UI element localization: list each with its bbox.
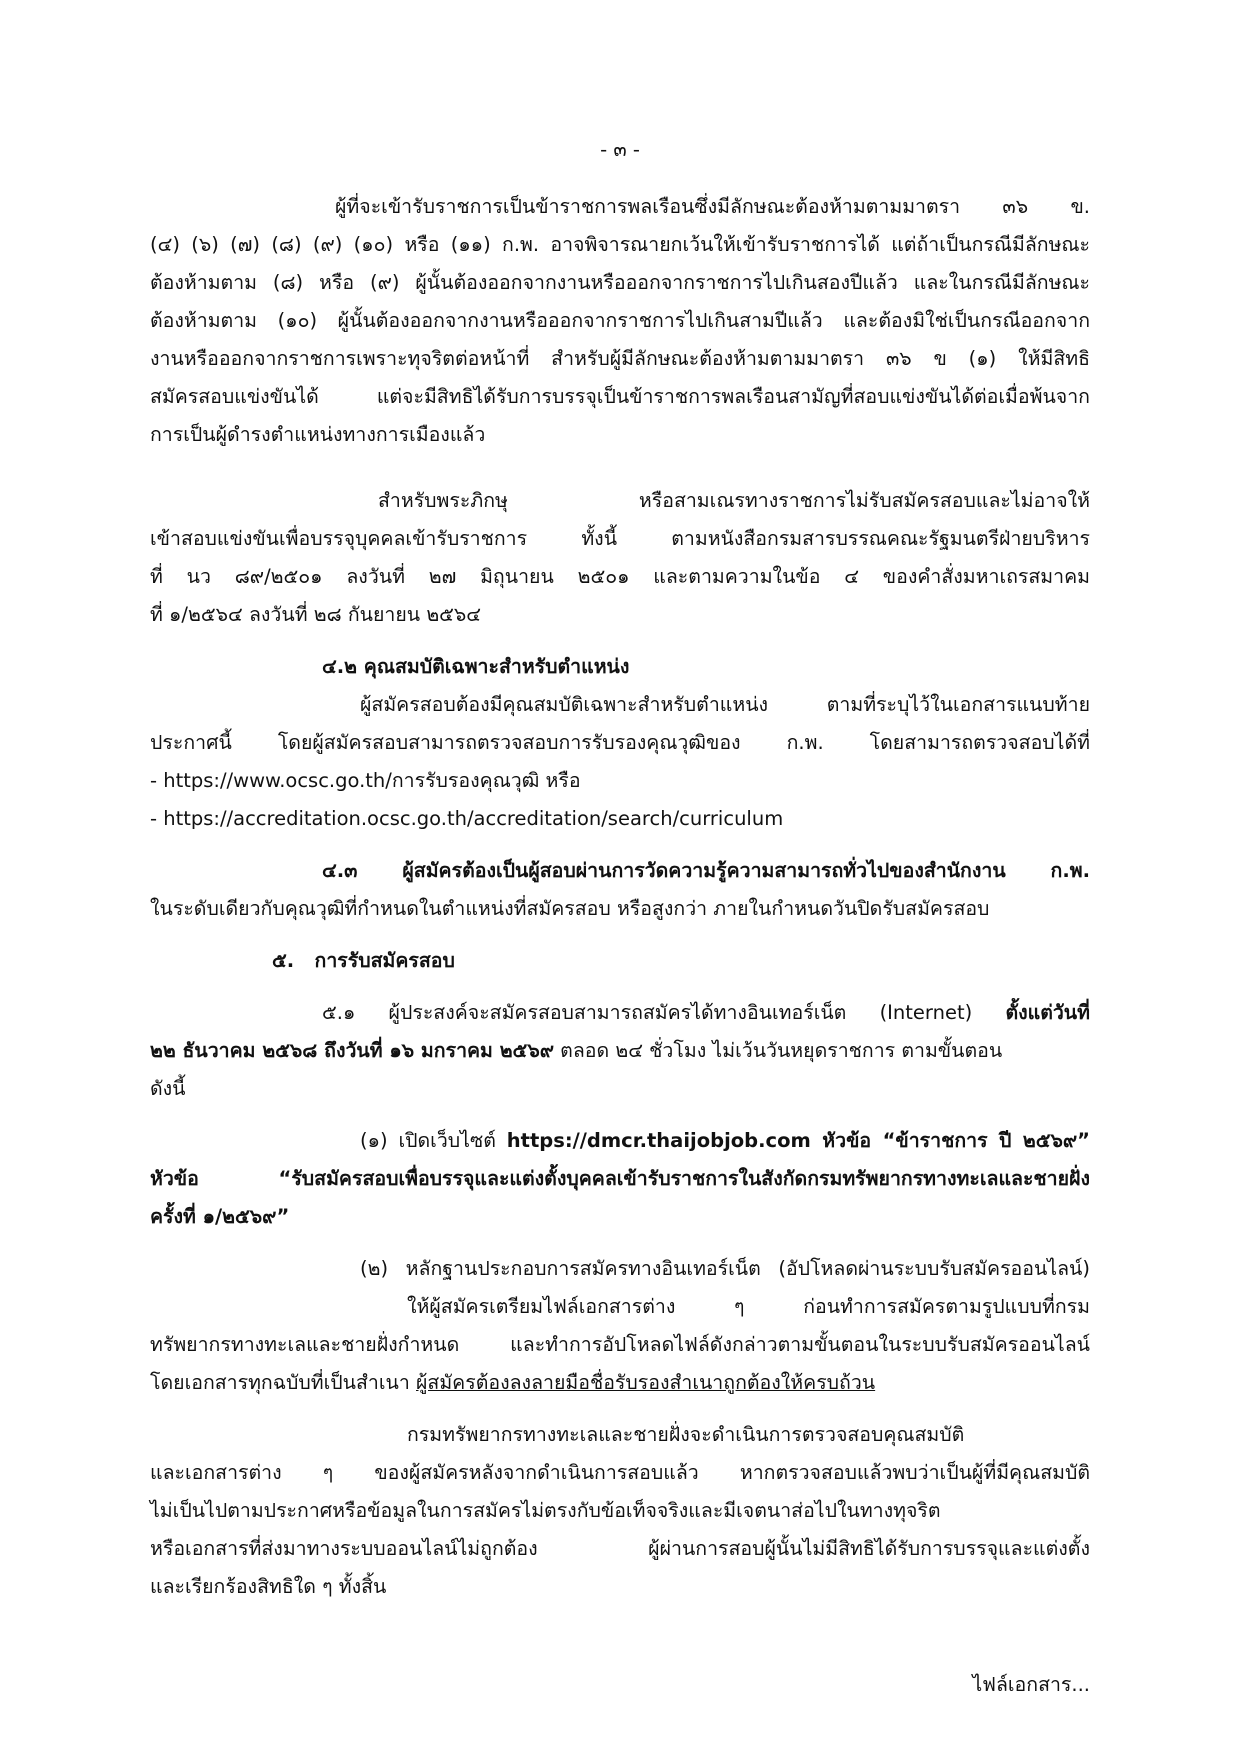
- verification-line-1: กรมทรัพยากรทางทะเลและชายฝั่งจะดำเนินการตรวจสอบคุณสมบัติ: [407, 1423, 965, 1446]
- item-1-line-2: หัวข้อ “รับสมัครสอบเพื่อบรรจุและแต่งตั้งบุคคลเข้ารับราชการในสังกัดกรมทรัพยากรทางทะเลและชายฝั่ง: [150, 1167, 1090, 1190]
- section-5-1-line-1: [322, 998, 1090, 1028]
- verification-line-4: หรือเอกสารที่ส่งมาทางระบบออนไลน์ไม่ถูกต้อง ผู้ผ่านการสอบผู้นั้นไม่มีสิทธิได้รับการบรรจุและแต่งตั้ง: [150, 1537, 1090, 1560]
- verification-line-5: และเรียกร้องสิทธิใด ๆ ทั้งสิ้น: [150, 1575, 387, 1598]
- item-2-line-3: ทรัพยากรทางทะเลและชายฝั่งกำหนด และทำการอัปโหลดไฟล์ดังกล่าวตามขั้นตอนในระบบรับสมัครออนไลน์: [150, 1333, 1090, 1356]
- item-2-line-1: (๒) หลักฐานประกอบการสมัครทางอินเทอร์เน็ต (อัปโหลดผ่านระบบรับสมัครออนไลน์): [360, 1257, 1090, 1280]
- page-number: - ๓ -: [600, 138, 640, 161]
- section-4-2-line-1: ผู้สมัครสอบต้องมีคุณสมบัติเฉพาะสำหรับตำแหน่ง ตามที่ระบุไว้ในเอกสารแนบท้าย: [360, 693, 1090, 716]
- item-1-line-1: [360, 1126, 1090, 1156]
- paragraph-1-line-7: การเป็นผู้ดำรงตำแหน่งทางการเมืองแล้ว: [150, 423, 486, 446]
- item-2-line-4: [150, 1368, 875, 1398]
- section-5-1-line-2: [150, 1036, 1090, 1066]
- paragraph-1-line-4: ต้องห้ามตาม (๑๐) ผู้นั้นต้องออกจากงานหรือออกจากราชการไปเกินสามปีแล้ว และต้องมิใช่เป็นกรณีออกจาก: [150, 309, 1090, 332]
- paragraph-1-line-3: ต้องห้ามตาม (๘) หรือ (๙) ผู้นั้นต้องออกจากงานหรือออกจากราชการไปเกินสองปีแล้ว และในกรณีมีลักษณะ: [150, 271, 1090, 294]
- item-1-line-3: ครั้งที่ ๑/๒๕๖๙”: [150, 1205, 290, 1228]
- paragraph-1-line-5: งานหรือออกจากราชการเพราะทุจริตต่อหน้าที่ สำหรับผู้มีลักษณะต้องห้ามตามมาตรา ๓๖ ข (๑) ให้มีสิทธิ: [150, 347, 1090, 370]
- paragraph-1-line-2: (๔) (๖) (๗) (๘) (๙) (๑๐) หรือ (๑๑) ก.พ. อาจพิจารณายกเว้นให้เข้ารับราชการได้ แต่ถ้าเป็นกรณีมีลักษณะ: [150, 233, 1090, 256]
- section-5-1-line-2-text: ตลอด ๒๔ ชั่วโมง ไม่เว้นวันหยุดราชการ ตามขั้นตอน: [553, 1039, 1003, 1062]
- verification-line-3: ไม่เป็นไปตามประกาศหรือข้อมูลในการสมัครไม่ตรงกับข้อเท็จจริงและมีเจตนาส่อไปในทางทุจริต: [150, 1499, 941, 1522]
- item-1-text: (๑) เปิดเว็บไซต์: [360, 1129, 507, 1152]
- paragraph-2-line-1: สำหรับพระภิกษุ หรือสามเณรทางราชการไม่รับสมัครสอบและไม่อาจให้: [378, 489, 1090, 512]
- section-4-2-link-1: - https://www.ocsc.go.th/การรับรองคุณวุฒิ หรือ: [150, 769, 581, 792]
- paragraph-2-line-2: เข้าสอบแข่งขันเพื่อบรรจุบุคคลเข้ารับราชการ ทั้งนี้ ตามหนังสือกรมสารบรรณคณะรัฐมนตรีฝ่ายบริหาร: [150, 527, 1090, 550]
- section-5-heading: ๕. การรับสมัครสอบ: [272, 949, 455, 972]
- paragraph-2-line-3: ที่ นว ๘๙/๒๕๐๑ ลงวันที่ ๒๗ มิถุนายน ๒๕๐๑ และตามความในข้อ ๔ ของคำสั่งมหาเถรสมาคม: [150, 565, 1090, 588]
- section-5-1-line-3: ดังนี้: [150, 1077, 186, 1100]
- paragraph-1-line-1: ผู้ที่จะเข้ารับราชการเป็นข้าราชการพลเรือนซึ่งมีลักษณะต้องห้ามตามมาตรา ๓๖ ข.: [335, 195, 1090, 218]
- section-4-2-link-2: - https://accreditation.ocsc.go.th/accreditation/search/curriculum: [150, 807, 784, 830]
- section-4-3-line-1: ๔.๓ ผู้สมัครต้องเป็นผู้สอบผ่านการวัดความรู้ความสามารถทั่วไปของสำนักงาน ก.พ.: [322, 859, 1090, 882]
- verification-line-2: และเอกสารต่าง ๆ ของผู้สมัครหลังจากดำเนินการสอบแล้ว หากตรวจสอบแล้วพบว่าเป็นผู้ที่มีคุณสมบัติ: [150, 1461, 1090, 1484]
- section-4-2-heading: ๔.๒ คุณสมบัติเฉพาะสำหรับตำแหน่ง: [322, 655, 630, 678]
- item-2-line-2: ให้ผู้สมัครเตรียมไฟล์เอกสารต่าง ๆ ก่อนทำการสมัครตามรูปแบบที่กรม: [407, 1295, 1090, 1318]
- item-2-certify-note: ผู้สมัครต้องลงลายมือชื่อรับรองสำเนาถูกต้องให้ครบถ้วน: [416, 1371, 876, 1394]
- section-5-1-dates: ๒๒ ธันวาคม ๒๕๖๘ ถึงวันที่ ๑๖ มกราคม ๒๕๖๙: [150, 1039, 554, 1062]
- item-1-url: https://dmcr.thaijobjob.com หัวข้อ “ข้าราชการ ปี ๒๕๖๙”: [506, 1129, 1090, 1152]
- section-5-1-line-1-bold: ตั้งแต่วันที่: [1005, 1001, 1090, 1024]
- continuation-note: ไฟล์เอกสาร...: [972, 1673, 1090, 1696]
- section-4-3-line-2: ในระดับเดียวกับคุณวุฒิที่กำหนดในตำแหน่งที่สมัครสอบ หรือสูงกว่า ภายในกำหนดวันปิดรับสมัครสอบ: [150, 897, 990, 920]
- item-2-line-4-text: โดยเอกสารทุกฉบับที่เป็นสำเนา: [150, 1371, 416, 1394]
- paragraph-2-line-4: ที่ ๑/๒๕๖๔ ลงวันที่ ๒๘ กันยายน ๒๕๖๔: [150, 603, 482, 626]
- section-4-2-line-2: ประกาศนี้ โดยผู้สมัครสอบสามารถตรวจสอบการรับรองคุณวุฒิของ ก.พ. โดยสามารถตรวจสอบได้ที่: [150, 731, 1090, 754]
- paragraph-1-line-6: สมัครสอบแข่งขันได้ แต่จะมีสิทธิได้รับการบรรจุเป็นข้าราชการพลเรือนสามัญที่สอบแข่งขันได้ต่อเมื่อพ้นจาก: [150, 385, 1090, 408]
- section-5-1-line-1-text: ๕.๑ ผู้ประสงค์จะสมัครสอบสามารถสมัครได้ทางอินเทอร์เน็ต (Internet): [322, 1001, 1006, 1024]
